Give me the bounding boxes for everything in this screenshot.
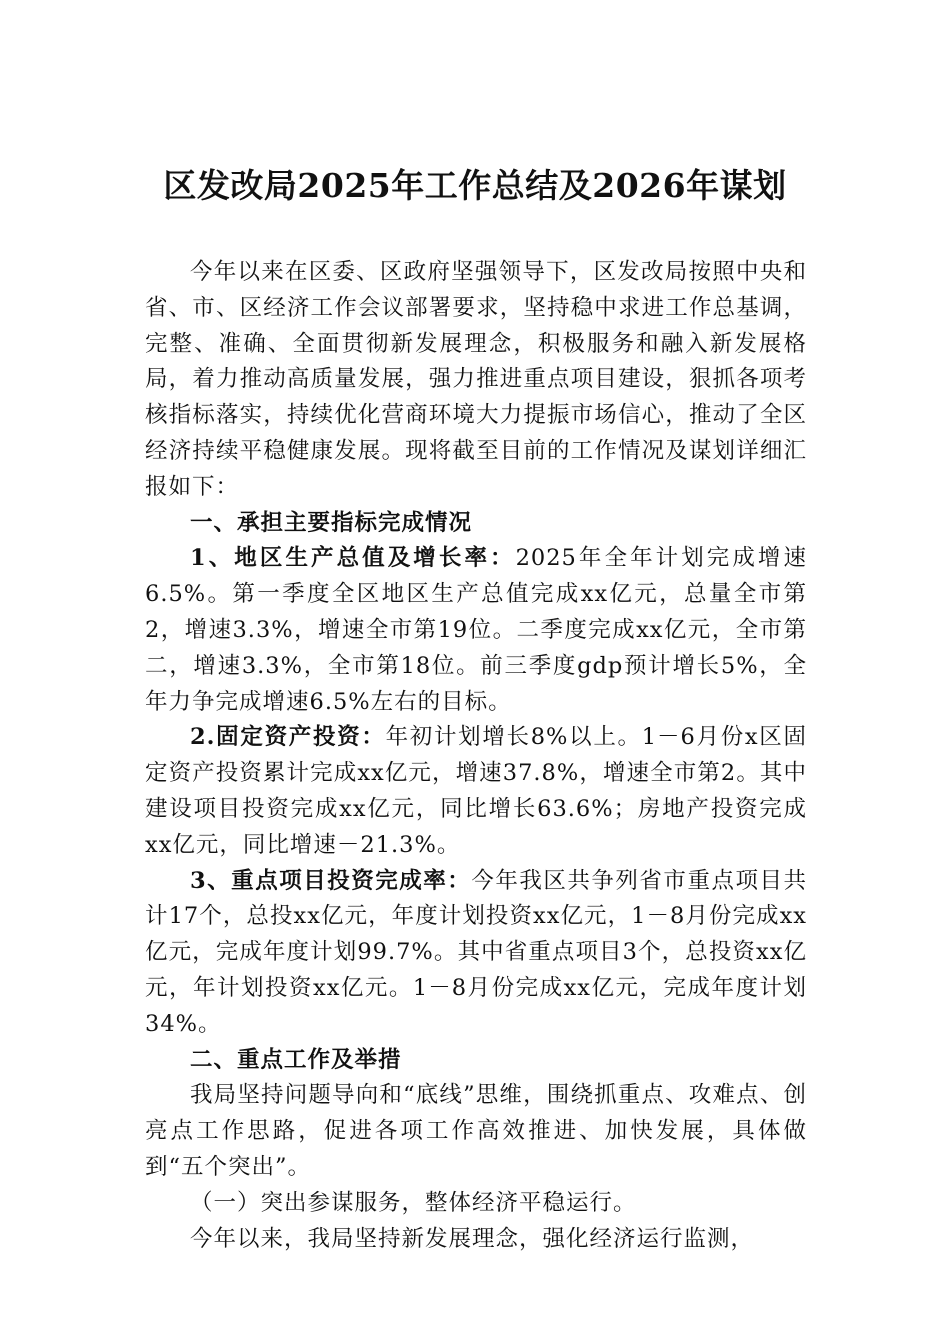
item-key-projects-paragraph: [145, 864, 807, 1043]
section-1-heading: 一、承担主要指标完成情况: [190, 509, 473, 536]
section-2-intro: 我局坚持问题导向和“底线”思维，围绕抓重点、攻难点、创亮点工作思路，促进各项工作高效推进、加快发展，具体做到“五个突出”。: [145, 1082, 807, 1180]
item-key-projects-lead: 3、重点项目投资完成率：: [190, 867, 472, 894]
document-title: 区发改局2025年工作总结及2026年谋划: [163, 166, 787, 205]
item-investment-text: 年初计划增长8%以上。1－6月份x区固定资产投资累计完成xx亿元，增速37.8%，增速全市第2。其中建设项目投资完成xx亿元，同比增长63.6%；房地产投资完成xx亿元，同比增速－21.3%。: [145, 724, 808, 858]
subsection-1-text: 今年以来，我局坚持新发展理念，强化经济运行监测，: [190, 1225, 755, 1252]
item-gdp-text: 2025年全年计划完成增速6.5%。第一季度全区地区生产总值完成xx亿元，总量全市第2，增速3.3%，增速全市第19位。二季度完成xx亿元，全市第二，增速3.3%，全市第18位。前三季度gdp预计增长5%，全年力争完成增速6.5%左右的目标。: [145, 545, 808, 715]
item-gdp-lead: 1、地区生产总值及增长率：: [190, 545, 516, 572]
subsection-1-heading: （一）突出参谋服务，整体经济平稳运行。: [190, 1189, 637, 1216]
intro-paragraph: 今年以来在区委、区政府坚强领导下，区发改局按照中央和省、市、区经济工作会议部署要求，坚持稳中求进工作总基调，完整、准确、全面贯彻新发展理念，积极服务和融入新发展格局，着力推动高质量发展，强力推进重点项目建设，狠抓各项考核指标落实，持续优化营商环境大力提振市场信心，推动了全区经济持续平稳健康发展。现将截至目前的工作情况及谋划详细汇报如下：: [145, 259, 807, 500]
item-gdp-paragraph: [145, 541, 807, 720]
item-key-projects-text: 今年我区共争列省市重点项目共计17个，总投xx亿元，年度计划投资xx亿元，1－8月份完成xx亿元，完成年度计划99.7%。其中省重点项目3个，总投资xx亿元，年计划投资xx亿元。1－8月份完成xx亿元，完成年度计划34%。: [145, 867, 807, 1037]
item-investment-paragraph: [145, 720, 807, 863]
section-2-heading: 二、重点工作及举措: [190, 1046, 402, 1073]
document-body: [145, 255, 807, 1257]
item-investment-lead: 2.固定资产投资：: [190, 724, 386, 751]
